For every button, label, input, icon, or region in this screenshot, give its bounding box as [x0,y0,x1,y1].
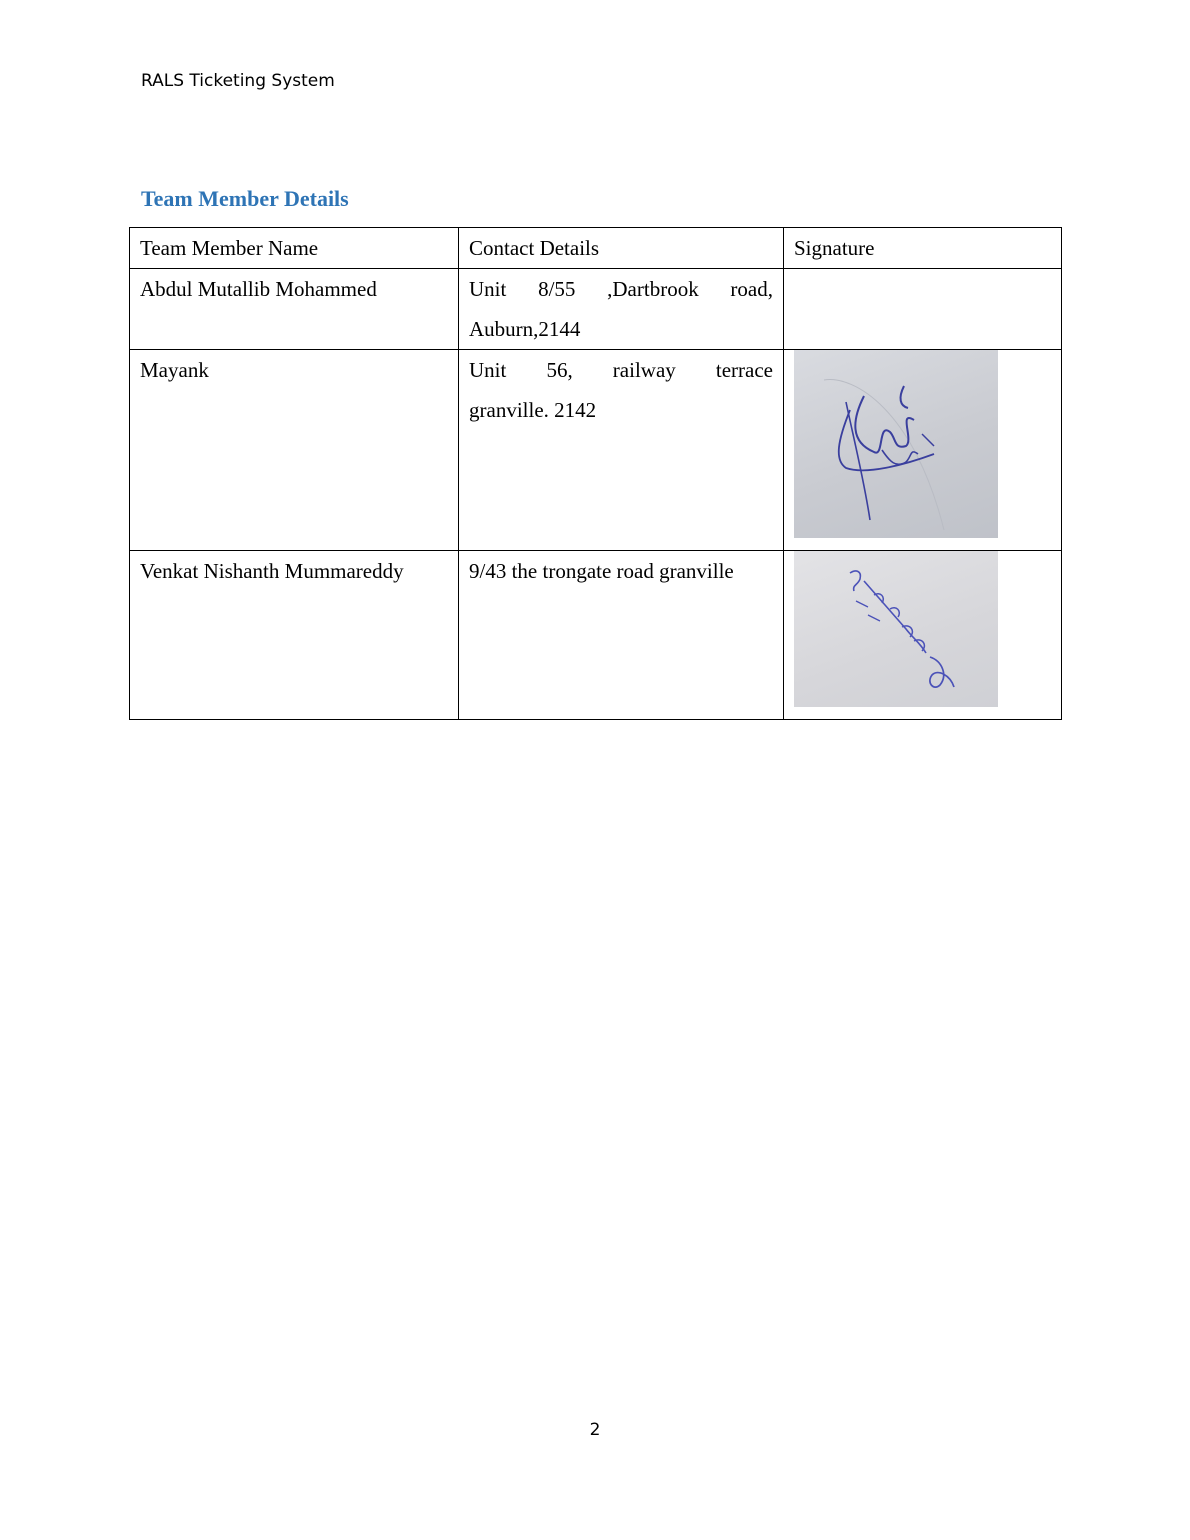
member-name: Abdul Mutallib Mohammed [130,269,459,350]
section-heading: Team Member Details [141,186,349,211]
member-name: Venkat Nishanth Mummareddy [130,551,459,720]
running-header: RALS Ticketing System [141,71,335,91]
table-row [130,350,1062,551]
member-signature [784,350,1062,551]
member-contact [459,269,784,350]
member-contact [459,350,784,551]
contact-line: 9/43 the trongate road granville [469,559,734,583]
member-signature-empty [784,269,1062,350]
member-contact [459,551,784,720]
team-member-table [129,227,1062,720]
column-header-signature: Signature [784,228,1062,269]
contact-line: Auburn,2144 [469,317,581,341]
signature-image [794,350,998,538]
table-row [130,551,1062,720]
member-signature [784,551,1062,720]
page-number: 2 [589,1420,601,1440]
member-name: Mayank [130,350,459,551]
table-header-row [130,228,1062,269]
column-header-name: Team Member Name [130,228,459,269]
contact-line: Unit 8/55 ,Dartbrook road, [469,277,773,301]
signature-image [794,551,998,707]
column-header-contact: Contact Details [459,228,784,269]
contact-line: granville. 2142 [469,398,597,422]
table-row [130,269,1062,350]
contact-line: Unit 56, railway terrace [469,358,773,382]
